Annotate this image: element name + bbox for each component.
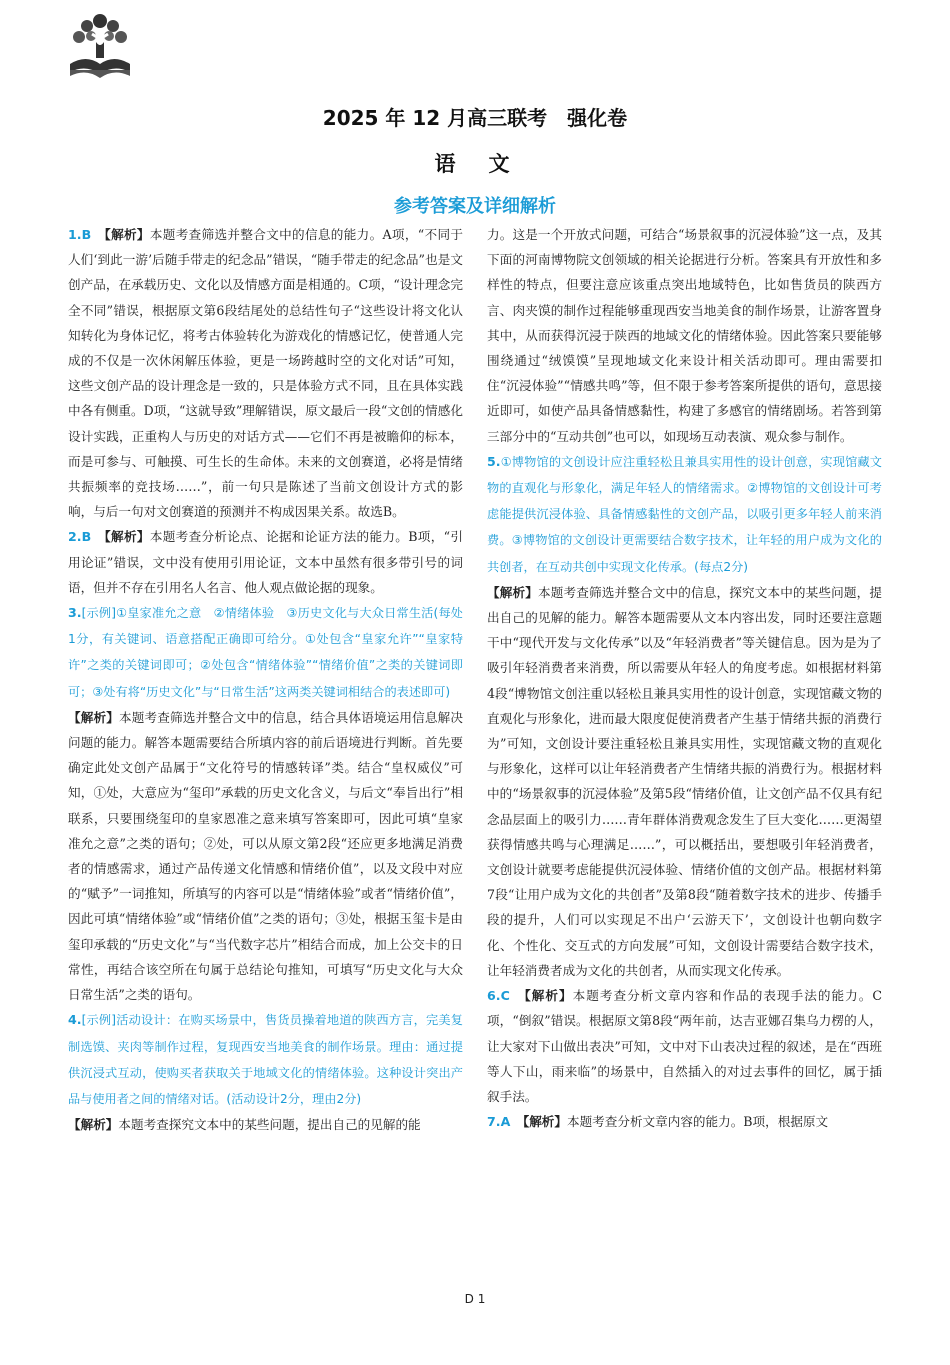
sample-answer: [示例]①皇家准允之意 ②情绪体验 ③历史文化与大众日常生活(每处1分，有关键词、语意搭配正确即可给分。①处包含“皇家允许”“皇家特许”之类的关键词即可；②处包含“情绪体验”“情绪价值”之类的关键词即可；③处有将“历史文化”与“日常生活”这两类关键词相结合的表述即可) <box>68 606 463 699</box>
right-column <box>487 222 882 1134</box>
answer-letter: B <box>81 227 92 242</box>
question-number: 2. <box>68 529 82 545</box>
section-heading: 参考答案及详细解析 <box>394 196 556 217</box>
analysis-text: 本题考查分析文章内容和作品的表现手法的能力。C项，“倒叙”错误。根据原文第8段“两年前，达吉亚娜召集乌力楞的人，让大家对下山做出表决”可知，文中对下山表决过程的叙述，是在“西班等人下山，雨来临”的场景中，自然插入的对过去事件的回忆，属于插叙手法。 <box>487 988 883 1104</box>
analysis-tag: 【解析】 <box>104 529 150 545</box>
question-7 <box>487 1109 882 1134</box>
analysis-tag: 【解析】 <box>524 988 573 1004</box>
question-3 <box>68 600 463 1007</box>
question-number: 6. <box>487 988 501 1004</box>
publisher-logo-icon <box>66 12 134 78</box>
question-1 <box>68 222 463 524</box>
analysis-text: 本题考查筛选并整合文中的信息，结合具体语境运用信息解决问题的能力。解答本题需要结合所填内容的前后语境进行判断。首先要确定此处文创产品属于“文化符号的情感转译”类。结合“皇权威仪”可知，①处，大意应为“玺印”承载的历史文化含义，与后文“奉旨出行”相联系，只要围绕玺印的皇家恩准之意来填写答案即可，因此可填“皇家准允之意”之类的语句；②处，可以从原文第2段“还应更多地满足消费者的情感需求，通过产品传递文化情感和情绪价值”，以及文段中对应的“赋予”一词推知，所填写的内容可以是“情绪体验”或者“情绪价值”，因此可填“情绪体验”或“情绪价值”之类的语句；③处，根据玉玺卡是由玺印承载的“历史文化”与“当代数字芯片”相结合而成，加上公交卡的日常性，再结合该空所在句属于总结论句推知，可填写“历史文化与大众日常生活”之类的语句。 <box>68 709 464 1003</box>
answer-letter: A <box>500 1114 511 1130</box>
question-number: 3. <box>68 605 82 621</box>
subject-title: 语 文 <box>434 152 516 176</box>
analysis-text: 本题考查筛选并整合文中的信息的能力。A项，“不同于人们‘到此一游’后随手带走的纪念品”错误，“随手带走的纪念品”也是文创产品，在承载历史、文化以及情感方面是相通的。C项，“设计理念完全不同”错误，根据原文第6段结尾处的总结性句子“这些设计将文化认知转化为身体记忆，将考古体验转化为游戏化的情感记忆，使普通人完成的不仅是一次休闲解压体验，更是一场跨越时空的文化对话”可知，这些文创产品的设计理念是一致的，只是体验方式不同，且在具体实践中各有侧重。D项，“这就导致”理解错误，原文最后一段“文创的情感化设计实践，正重构人与历史的对话方式——它们不再是被瞻仰的标本，而是可参与、可触摸、可生长的生命体。未来的文创赛道，必将是情绪共振频率的竞技场……”，前一句只是陈述了当前文创设计方式的影响，与后一句对文创赛道的预测并不构成因果关系。故选B。 <box>68 227 463 520</box>
answer-letter: B <box>81 529 92 545</box>
answer-letter: C <box>500 988 510 1004</box>
analysis-text: 本题考查分析文章内容的能力。B项，根据原文 <box>566 1114 829 1130</box>
analysis-text: 本题考查筛选并整合文中的信息，探究文本中的某些问题，提出自己的见解的能力。解答本题需要从文本内容出发，同时还要注意题干中“现代开发与文化传承”以及“年轻消费者”等关键信息。因为是为了吸引年轻消费者来消费，所以需要从年轻人的角度考虑。如根据材料第4段“博物馆文创注重以轻松且兼具实用性的设计创意，实现馆藏文物的直观化与形象化，进而最大限度促使消费者产生基于情绪共振的消费行为”可知，文创设计要注重轻松且兼具实用性，实现馆藏文物的直观化与形象化，这样可以让年轻消费者产生情绪共振的消费行为。根据材料中的“场景叙事的沉浸体验”及第5段“情绪价值，让文创产品不仅具有纪念品层面上的吸引力……青年群体消费观念发生了巨大变化……更渴望获得情感共鸣与心理满足……”，可以概括出，要想吸引年轻消费者，文创设计就要考虑能提供沉浸体验、情绪价值的文创产品。根据材料第7段“让用户成为文化的共创者”及第8段“随着数字技术的进步、传播手段的提升，人们可以实现足不出户‘云游天下’，文创设计也朝向数字化、个性化、交互式的方向发展”可知，文创设计需要结合数字技术，让年轻消费者成为文化的共创者，从而实现文化传承。 <box>487 584 883 978</box>
question-4 <box>68 1007 463 1137</box>
page-number: D 1 <box>464 1292 486 1306</box>
analysis-text: 本题考查探究文本中的某些问题，提出自己的见解的能 <box>118 1117 421 1133</box>
question-number: 5. <box>487 453 501 469</box>
sample-answer: ①博物馆的文创设计应注重轻松且兼具实用性的设计创意，实现馆藏文物的直观化与形象化，满足年轻人的情绪需求。②博物馆的文创设计可考虑能提供沉浸体验、具备情感黏性的文创产品，以吸引更多年轻人前来消费。③博物馆的文创设计更需要结合数字技术，让年轻的用户成为文化的共创者，在互动共创中实现文化传承。(每点2分) <box>487 454 882 574</box>
question-number: 7. <box>487 1114 501 1130</box>
analysis-text: 本题考查分析论点、论据和论证方法的能力。B项，“引用论证”错误，文中没有使用引用论证，文本中虽然有很多带引号的词语，但并不存在引用名人名言、他人观点做论据的现象。 <box>68 529 463 595</box>
analysis-tag: 【解析】 <box>487 584 538 600</box>
question-number: 1. <box>68 227 82 242</box>
sample-answer: [示例]活动设计：在购买场景中，售货员操着地道的陕西方言，完美复制选馍、夹肉等制作过程，复现西安当地美食的制作场景。理由：通过提供沉浸式互动，使购买者获取关于地域文化的情绪体验。这种设计突出产品与使用者之间的情绪对话。(活动设计2分，理由2分) <box>68 1013 463 1106</box>
question-5 <box>487 449 882 983</box>
question-number: 4. <box>68 1012 82 1028</box>
analysis-text: 力。这是一个开放式问题，可结合“场景叙事的沉浸体验”这一点，及其下面的河南博物院文创领域的相关论据进行分析。答案具有开放性和多样性的特点，但要注意应该重点突出地域特色，比如售货员的陕西方言、肉夹馍的制作过程能够重现西安当地美食的制作场景，让游客置身其中，从而获得沉浸于陕西的地域文化的情绪体验。因此答案只要能够围绕通过“绒馍馍”呈现地域文化来设计相关活动即可。理由需要扣住“沉浸体验”“情感共鸣”等，但不限于参考答案所提供的语句，意思接近即可，如使产品具备情感黏性，构建了多感官的情绪剧场。若答到第三部分中的“互动共创”也可以，如现场互动表演、观众参与制作。 <box>487 227 882 444</box>
question-2 <box>68 524 463 600</box>
analysis-tag: 【解析】 <box>68 709 119 725</box>
exam-title: 2025 年 12 月高三联考 强化卷 <box>322 106 628 130</box>
left-column <box>68 222 463 1137</box>
analysis-tag: 【解析】 <box>68 1117 119 1133</box>
analysis-tag: 【解析】 <box>104 227 150 242</box>
analysis-tag: 【解析】 <box>522 1114 567 1130</box>
question-6 <box>487 983 882 1109</box>
question-4-continued <box>487 222 882 449</box>
